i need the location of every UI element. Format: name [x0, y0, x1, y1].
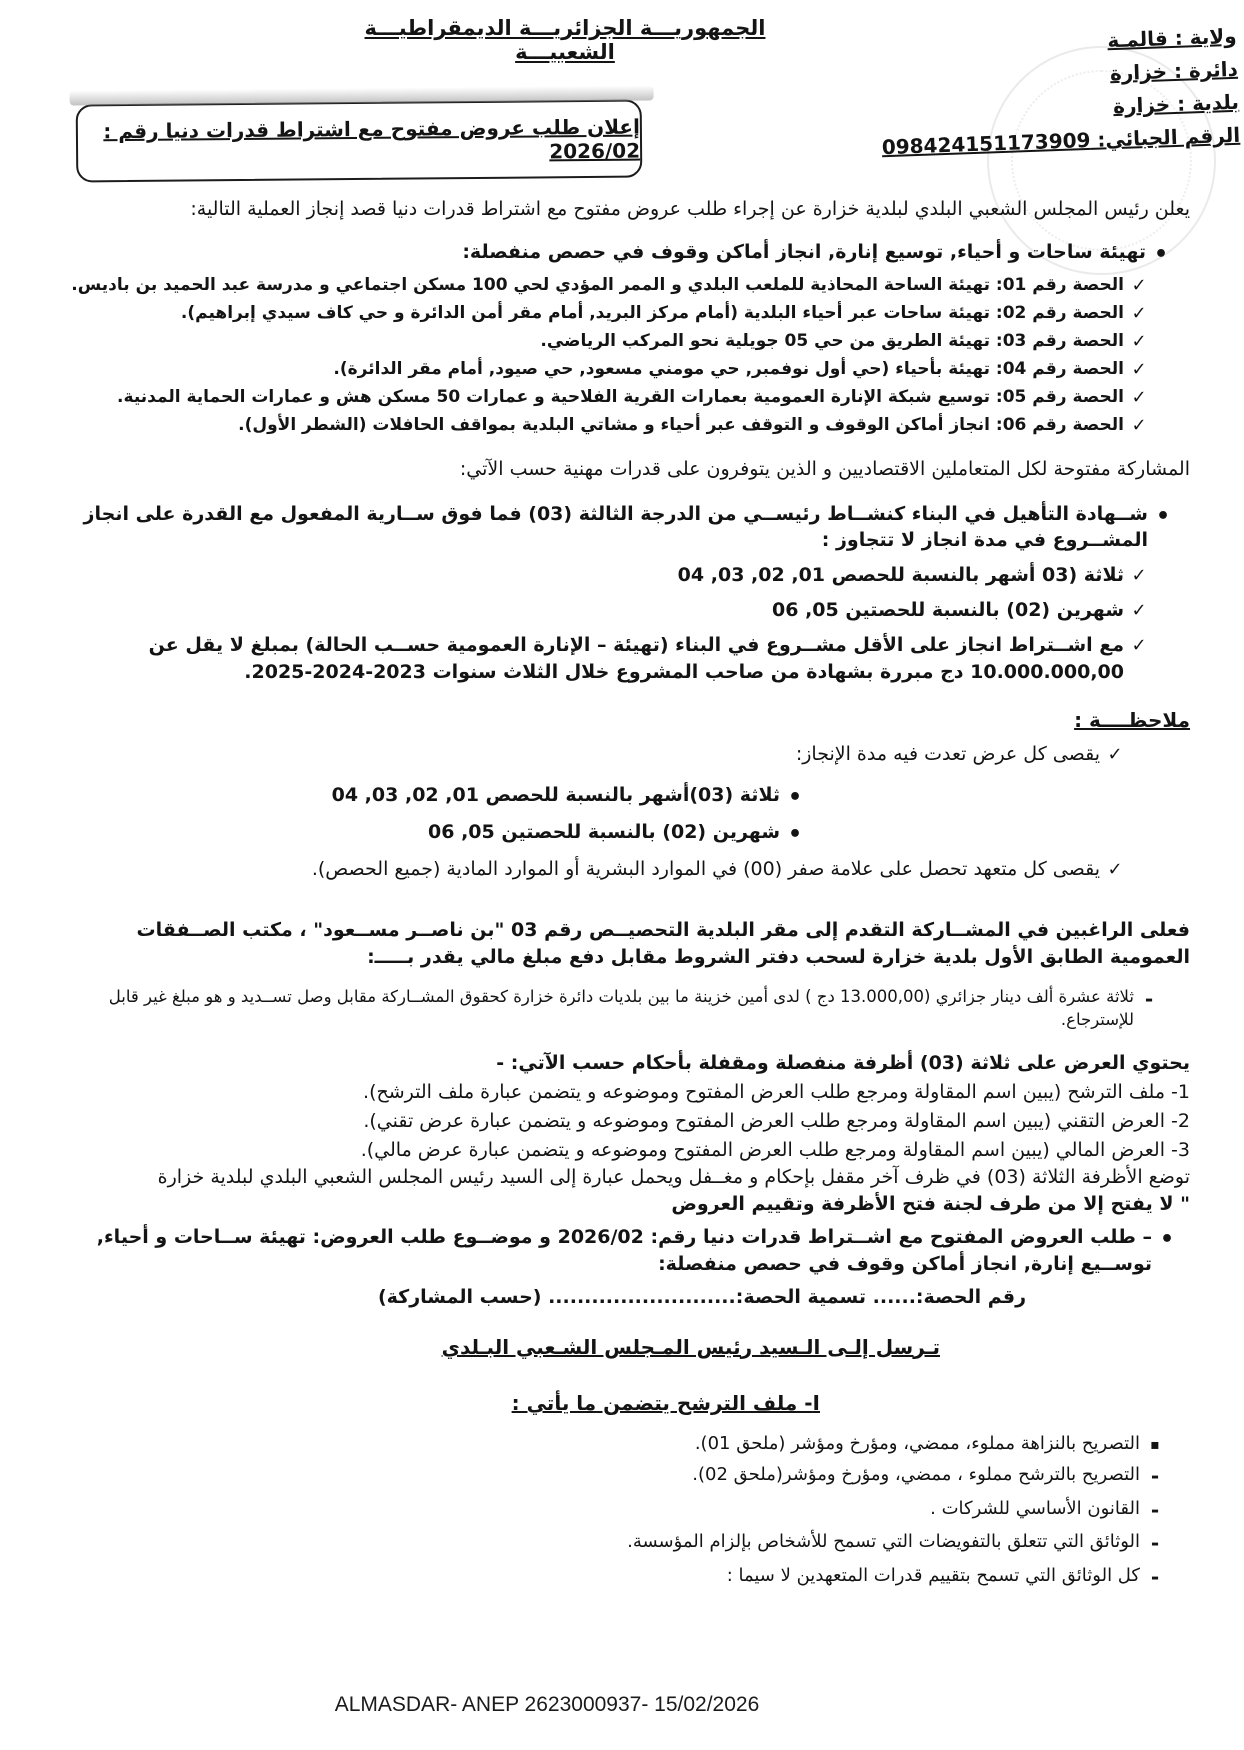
integrity-declaration: التصريح بالنزاهة مملوء، ممضي، ومؤرخ ومؤشر (ملحق 01).: [694, 1433, 1140, 1455]
envelope-financial: 3- العرض المالي (يبين اسم المقاولة ومرجع طلب العرض المفتوح وموضوعه و يتضمن عبارة عرض مالي).: [360, 1138, 1190, 1161]
envelope-candidacy: 1- ملف الترشح (يبين اسم المقاولة ومرجع طلب العرض المفتوح وموضوعه و يتضمن عبارة ملف الترشح).: [363, 1080, 1190, 1103]
anep-footer: ALMASDAR- ANEP 2623000937- 15/02/2026: [334, 1693, 760, 1716]
document-body: [54, 196, 1190, 1596]
lot-item: [54, 328, 1154, 356]
lot-6-text: الحصة رقم 06: انجاز أماكن الوقوف و التوقف عبر أحياء و مشاتي البلدية بمواقف الحافلات (الشطر الأول).: [238, 414, 1124, 435]
reference-text: – طلب العروض المفتوح مع اشــتراط قدرات دنيا رقم: 2026/02 و موضــوع طلب العروض: تهيئة ســاحات و أحياء, توســيع إنارة, انجاز أماكن وقوف في حصص منفصلة:: [96, 1225, 1152, 1275]
dash-icon: [1140, 1462, 1170, 1491]
qualification-condition: [54, 562, 1154, 589]
notice-title: إعلان طلب عروض مفتوح مع اشتراط قدرات دنيا رقم : 2026/02: [103, 114, 641, 164]
check-icon: [1124, 632, 1154, 659]
envelopes-heading: يحتوي العرض على ثلاثة (03) أظرفة منفصلة ومقفلة بأحكام حسب الآتي: -: [496, 1051, 1190, 1074]
note-delay-bullets: [54, 782, 1130, 850]
candidacy-documents-list: [54, 1431, 1190, 1591]
withdrawal-paragraph: فعلى الراغبين في المشــاركة التقدم إلى مقر البلدية التحصيــص رقم 03 "بن ناصــر مســعود" ، مكتب الصــفقات العمومية الطابق الأول بلدية خزارة لسحب دفتر الشروط مقابل دفع مبلغ مالي يقدر بـــــ:: [136, 919, 1190, 969]
commune-line: بلدية : خزارة: [1112, 89, 1239, 119]
bullet-icon: [1146, 239, 1176, 270]
tax-number-line: الرقم الجبائي: 098424151173909: [880, 122, 1241, 160]
notice-title-box: [76, 100, 643, 183]
candidacy-heading-row: [512, 1389, 820, 1417]
note-item: [54, 741, 1130, 768]
lot-item: [54, 272, 1154, 300]
candidacy-heading: I- ملف الترشح يتضمن ما يأتي :: [511, 1391, 820, 1416]
candidacy-document: [54, 1431, 1170, 1457]
bullet-icon: [1152, 1224, 1182, 1255]
bullet-icon: [780, 782, 810, 813]
reference-row: [54, 1224, 1190, 1278]
republic-title: الجمهوريـــة الجزائريـــة الديمقراطيـــة الشعبيـــة: [364, 16, 766, 64]
note-heading: ملاحظــــة :: [1074, 708, 1190, 733]
lot-1-text: الحصة رقم 01: تهيئة الساحة المحاذية للملعب البلدي و الممر المؤدي لحي 100 مسكن اجتماعي و مدرسة عبد الحميد بن باديس.: [71, 275, 1124, 296]
qualification-conditions: [54, 562, 1190, 686]
bullet-icon: [1148, 501, 1178, 532]
wilaya-line: ولاية : قالمـة: [1106, 23, 1237, 53]
check-icon: [1124, 384, 1154, 412]
delay-lots-5-6: شهرين (02) بالنسبة للحصتين 05, 06: [772, 599, 1124, 622]
qualification-condition: [54, 597, 1154, 624]
lot-3-text: الحصة رقم 03: تهيئة الطريق من حي 05 جويلية نحو المركب الرياضي.: [540, 330, 1124, 351]
send-to-heading-row: [442, 1333, 940, 1361]
dash-icon: [1140, 1529, 1170, 1558]
note-delay-item: [54, 819, 810, 850]
outer-envelope-text: توضع الأظرفة الثلاثة (03) في ظرف آخر مقفل بإحكام و مغــفل ويحمل عبارة إلى السيد رئيس المجلس الشعبي البلدي لبلدية خزارة: [157, 1165, 1190, 1188]
fee-row: [54, 985, 1190, 1032]
dash-icon: [1140, 1496, 1170, 1525]
note-delay-lots-5-6: شهرين (02) بالنسبة للحصتين 05, 06: [428, 820, 780, 843]
note-delay-lots-1-4: ثلاثة (03)أشهر بالنسبة للحصص 01, 02, 03, 04: [331, 783, 780, 806]
operation-title-row: [54, 239, 1190, 270]
check-icon: [1124, 412, 1154, 440]
company-statutes: القانون الأساسي للشركات .: [930, 1497, 1140, 1519]
send-to-heading: تـرسل إلـى الـسيد رئيس المـجلس الشـعبي البـلدي: [441, 1334, 940, 1359]
note-delay-item: [54, 782, 810, 813]
check-icon: [1124, 562, 1154, 589]
lot-item: [54, 300, 1154, 328]
check-icon: [1124, 597, 1154, 624]
check-icon: [1124, 272, 1154, 300]
lot-item: [54, 412, 1154, 440]
intro-paragraph: يعلن رئيس المجلس الشعبي البلدي لبلدية خزارة عن إجراء طلب عروض مفتوح مع اشتراط قدرات دنيا قصد إنجاز العملية التالية:: [190, 198, 1190, 220]
dash-icon: [1134, 985, 1164, 1013]
reference-project-condition: مع اشــتراط انجاز على الأقل مشــروع في البناء (تهيئة – الإنارة العمومية حســب الحالة) بمبلغ لا يقل عن 10.000.000,00 دج مبررة بشهادة من صاحب المشروع خلال الثلاث سنوات 2023-2024-2025.: [148, 634, 1124, 684]
lot-4-text: الحصة رقم 04: تهيئة بأحياء (حي أول نوفمبر, حي مومني مسعود, حي صيود, أمام مقر الدائرة).: [333, 358, 1124, 379]
outer-envelope-warning: " لا يفتح إلا من طرف لجنة فتح الأظرفة وتقييم العروض: [671, 1192, 1190, 1215]
lots-list: [54, 272, 1190, 439]
candidacy-document: [54, 1563, 1170, 1592]
lot-number-line: رقم الحصة:...... تسمية الحصة:.......................... (حسب المشاركة): [377, 1285, 1027, 1308]
fee-text: ثلاثة عشرة ألف دينار جزائري (13.000,00 دج ) لدى أمين خزينة ما بين بلديات دائرة خزارة كحقوق المشــاركة مقابل وصل تســديد و هو مبلغ غير قابل للإسترجاع.: [108, 987, 1134, 1030]
square-bullet-icon: [1140, 1431, 1170, 1457]
participation-paragraph: المشاركة مفتوحة لكل المتعاملين الاقتصاديين و الذين يتوفرون على قدرات مهنية حسب الآتي:: [459, 457, 1190, 480]
envelope-technical: 2- العرض التقني (يبين اسم المقاولة ومرجع طلب العرض المفتوح وموضوعه و يتضمن عبارة عرض تقني).: [363, 1109, 1190, 1132]
qualification-condition: [54, 632, 1154, 686]
check-icon: [1124, 356, 1154, 384]
dash-icon: [1140, 1563, 1170, 1592]
check-icon: [1100, 856, 1130, 883]
note-item: [54, 856, 1130, 883]
qualification-text: شــهادة التأهيل في البناء كنشــاط رئيســي من الدرجة الثالثة (03) فما فوق ســارية المفعول مع القدرة على انجاز المشــروع في مدة انجاز لا تتجاوز :: [83, 502, 1148, 552]
candidacy-document: [54, 1496, 1170, 1525]
check-icon: [1124, 328, 1154, 356]
check-icon: [1100, 741, 1130, 768]
authority-block: [877, 20, 1240, 164]
check-icon: [1124, 300, 1154, 328]
candidacy-document: [54, 1529, 1170, 1558]
note-exclusion-delay: يقصى كل عرض تعدت فيه مدة الإنجاز:: [795, 742, 1100, 765]
lot-item: [54, 384, 1154, 412]
daira-line: دائرة : خزارة: [1109, 56, 1238, 86]
delay-lots-1-4: ثلاثة (03 أشهر بالنسبة للحصص 01, 02, 03, 04: [677, 564, 1124, 587]
envelopes-list: [54, 1079, 1190, 1164]
candidacy-declaration: التصريح بالترشح مملوء ، ممضي، ومؤرخ ومؤشر(ملحق 02).: [692, 1463, 1140, 1485]
candidacy-document: [54, 1462, 1170, 1491]
lot-2-text: الحصة رقم 02: تهيئة ساحات عبر أحياء البلدية (أمام مركز البريد, أمام مقر أمن الدائرة و حي كاف سيدي إبراهيم).: [180, 303, 1124, 324]
capacity-evaluation-documents: كل الوثائق التي تسمح بتقييم قدرات المتعهدين لا سيما :: [726, 1564, 1140, 1586]
delegation-documents: الوثائق التي تتعلق بالتفويضات التي تسمح للأشخاص بإلزام المؤسسة.: [627, 1531, 1140, 1553]
envelopes-section: [54, 1050, 1190, 1361]
lot-item: [54, 356, 1154, 384]
operation-title: تهيئة ساحات و أحياء, توسيع إنارة, انجاز أماكن وقوف في حصص منفصلة:: [462, 240, 1146, 263]
bullet-icon: [780, 819, 810, 850]
qualification-row: [54, 501, 1190, 555]
note-items: [54, 741, 1190, 883]
note-heading-row: [54, 706, 1190, 734]
lot-5-text: الحصة رقم 05: توسيع شبكة الإنارة العمومية بعمارات القرية الفلاحية و عمارات 50 مسكن هش و عمارات الحماية المدنية.: [117, 386, 1124, 407]
note-zero-mark-exclusion: يقصى كل متعهد تحصل على علامة صفر (00) في الموارد البشرية أو الموارد المادية (جميع الحصص).: [311, 858, 1100, 881]
